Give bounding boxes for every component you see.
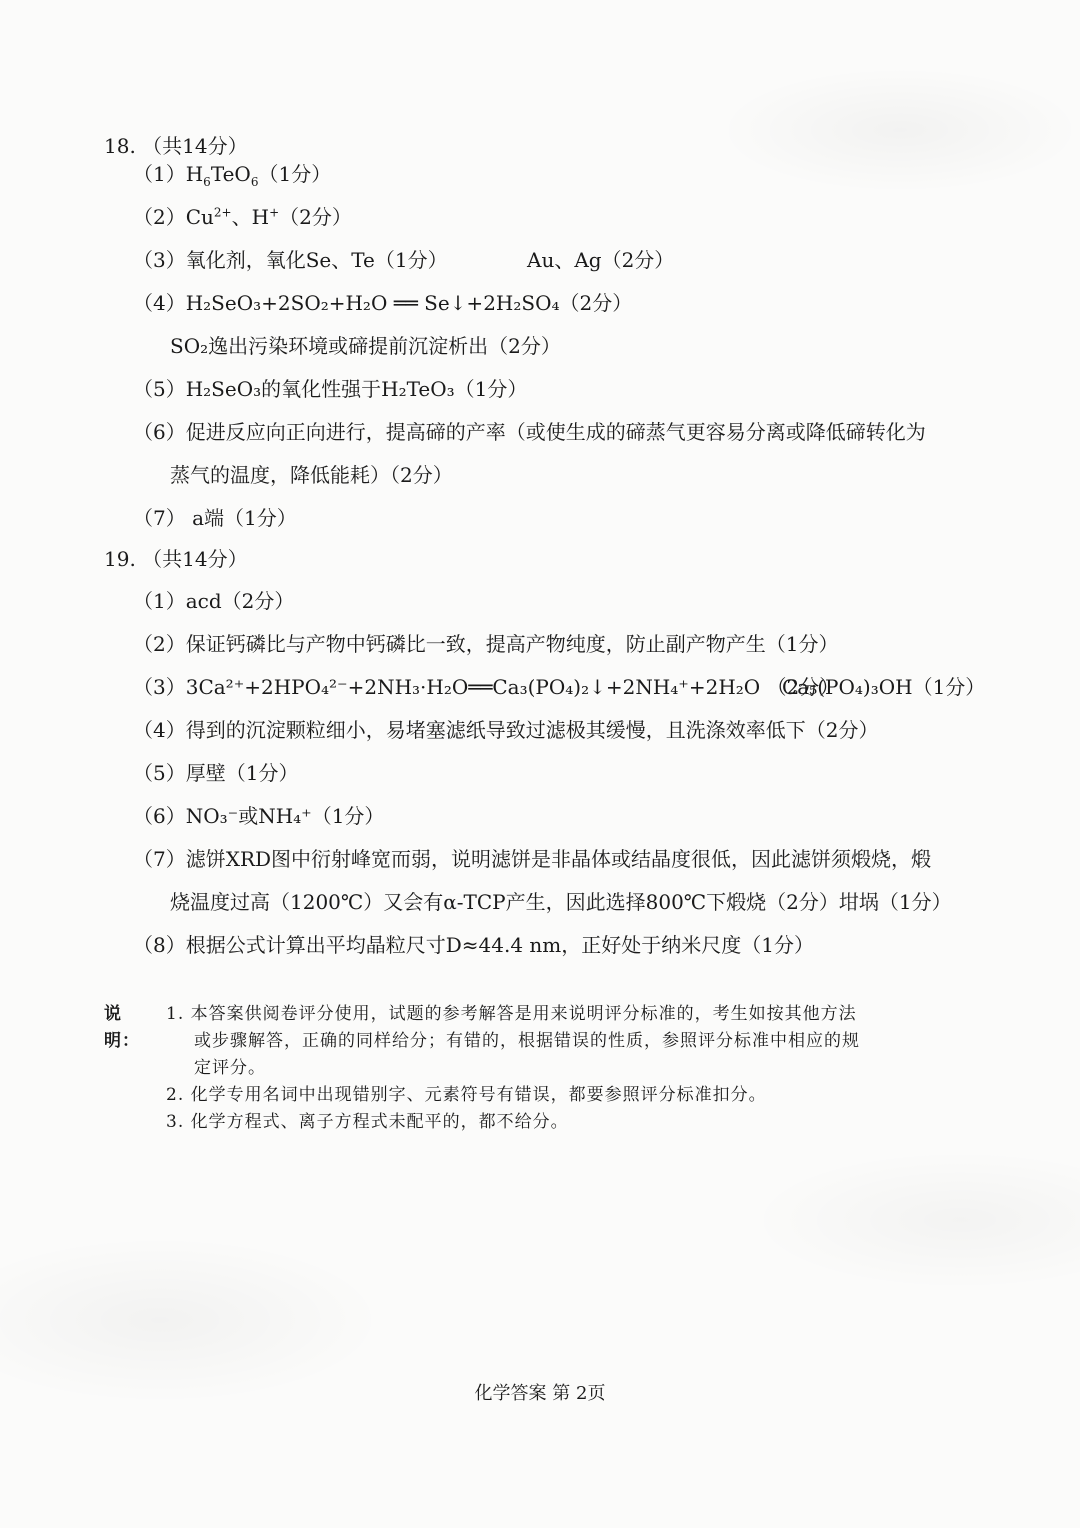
q19-answer-8: （8）根据公式计算出平均晶粒尺寸D≈44.4 nm，正好处于纳米尺度（1分）	[133, 933, 814, 957]
q18-answer-7: （7） a端（1分）	[133, 506, 297, 530]
q19-answer-2: （2）保证钙磷比与产物中钙磷比一致，提高产物纯度，防止副产物产生（1分）	[133, 632, 839, 656]
q18-answer-6-line1: （6）促进反应向正向进行，提高碲的产率（或使生成的碲蒸气更容易分离或降低碲转化为	[133, 420, 926, 444]
q18-answer-4-equation: （4）H₂SeO₃+2SO₂+H₂O ══ Se↓+2H₂SO₄（2分）	[133, 291, 633, 315]
q18-a2-mid: 、H	[231, 205, 270, 229]
q18-a1-pre: （1）H	[133, 162, 204, 186]
note-3: 3. 化学方程式、离子方程式未配平的，都不给分。	[166, 1112, 569, 1132]
q19-answer-6: （6）NO₃⁻或NH₄⁺（1分）	[133, 804, 385, 828]
note-1-line3: 定评分。	[194, 1058, 266, 1078]
page-footer: 化学答案 第 2页	[474, 1383, 606, 1404]
q18-a1-sub2: 6	[250, 175, 259, 189]
q18-answer-3b: Au、Ag（2分）	[527, 248, 675, 272]
q18-answer-1	[133, 161, 331, 187]
q19-title: 19. （共14分）	[104, 547, 248, 571]
note-1-line2: 或步骤解答，正确的同样给分；有错的，根据错误的性质，参照评分标准中相应的规	[194, 1031, 860, 1051]
q18-answer-6-line2: 蒸气的温度，降低能耗）（2分）	[170, 463, 453, 487]
q18-a1-post: （1分）	[258, 162, 332, 186]
q18-a1-sub1: 6	[203, 175, 211, 189]
q18-answer-4-note: SO₂逸出污染环境或碲提前沉淀析出（2分）	[170, 334, 561, 358]
q18-answer-2	[133, 204, 352, 230]
q19-answer-7-line2: 烧温度过高（1200℃）又会有α-TCP产生，因此选择800℃下煅烧（2分）坩埚（1分）	[170, 890, 952, 914]
q18-a2-sup2: +	[269, 205, 280, 220]
q18-a1-mid: TeO	[210, 162, 251, 186]
q19-answer-1: （1）acd（2分）	[133, 589, 295, 613]
q18-a2-pre: （2）Cu	[133, 205, 214, 229]
q18-answer-5: （5）H₂SeO₃的氧化性强于H₂TeO₃（1分）	[133, 377, 528, 401]
q18-answer-3: （3）氧化剂，氧化Se、Te（1分）	[133, 248, 448, 272]
q18-a2-post: （2分）	[279, 205, 352, 229]
q19-answer-3: （3）3Ca²⁺+2HPO₄²⁻+2NH₃·H₂O══Ca₃(PO₄)₂↓+2NH₄⁺+2H₂O （2分）	[133, 675, 840, 699]
q19-answer-5: （5）厚壁（1分）	[133, 761, 299, 785]
q18-a2-sup1: 2+	[213, 205, 232, 220]
notes-heading: 说明：	[104, 1004, 140, 1051]
q19-answer-3b: Ca₅(PO₄)₃OH（1分）	[782, 675, 986, 699]
note-2: 2. 化学专用名词中出现错别字、元素符号有错误，都要参照评分标准扣分。	[166, 1085, 767, 1105]
note-1-line1: 1. 本答案供阅卷评分使用，试题的参考解答是用来说明评分标准的，考生如按其他方法	[166, 1004, 857, 1024]
q19-answer-7-line1: （7）滤饼XRD图中衍射峰宽而弱，说明滤饼是非晶体或结晶度很低，因此滤饼须煅烧，煅	[133, 847, 932, 871]
q19-answer-4: （4）得到的沉淀颗粒细小，易堵塞滤纸导致过滤极其缓慢，且洗涤效率低下（2分）	[133, 718, 879, 742]
q18-title: 18. （共14分）	[104, 134, 248, 158]
